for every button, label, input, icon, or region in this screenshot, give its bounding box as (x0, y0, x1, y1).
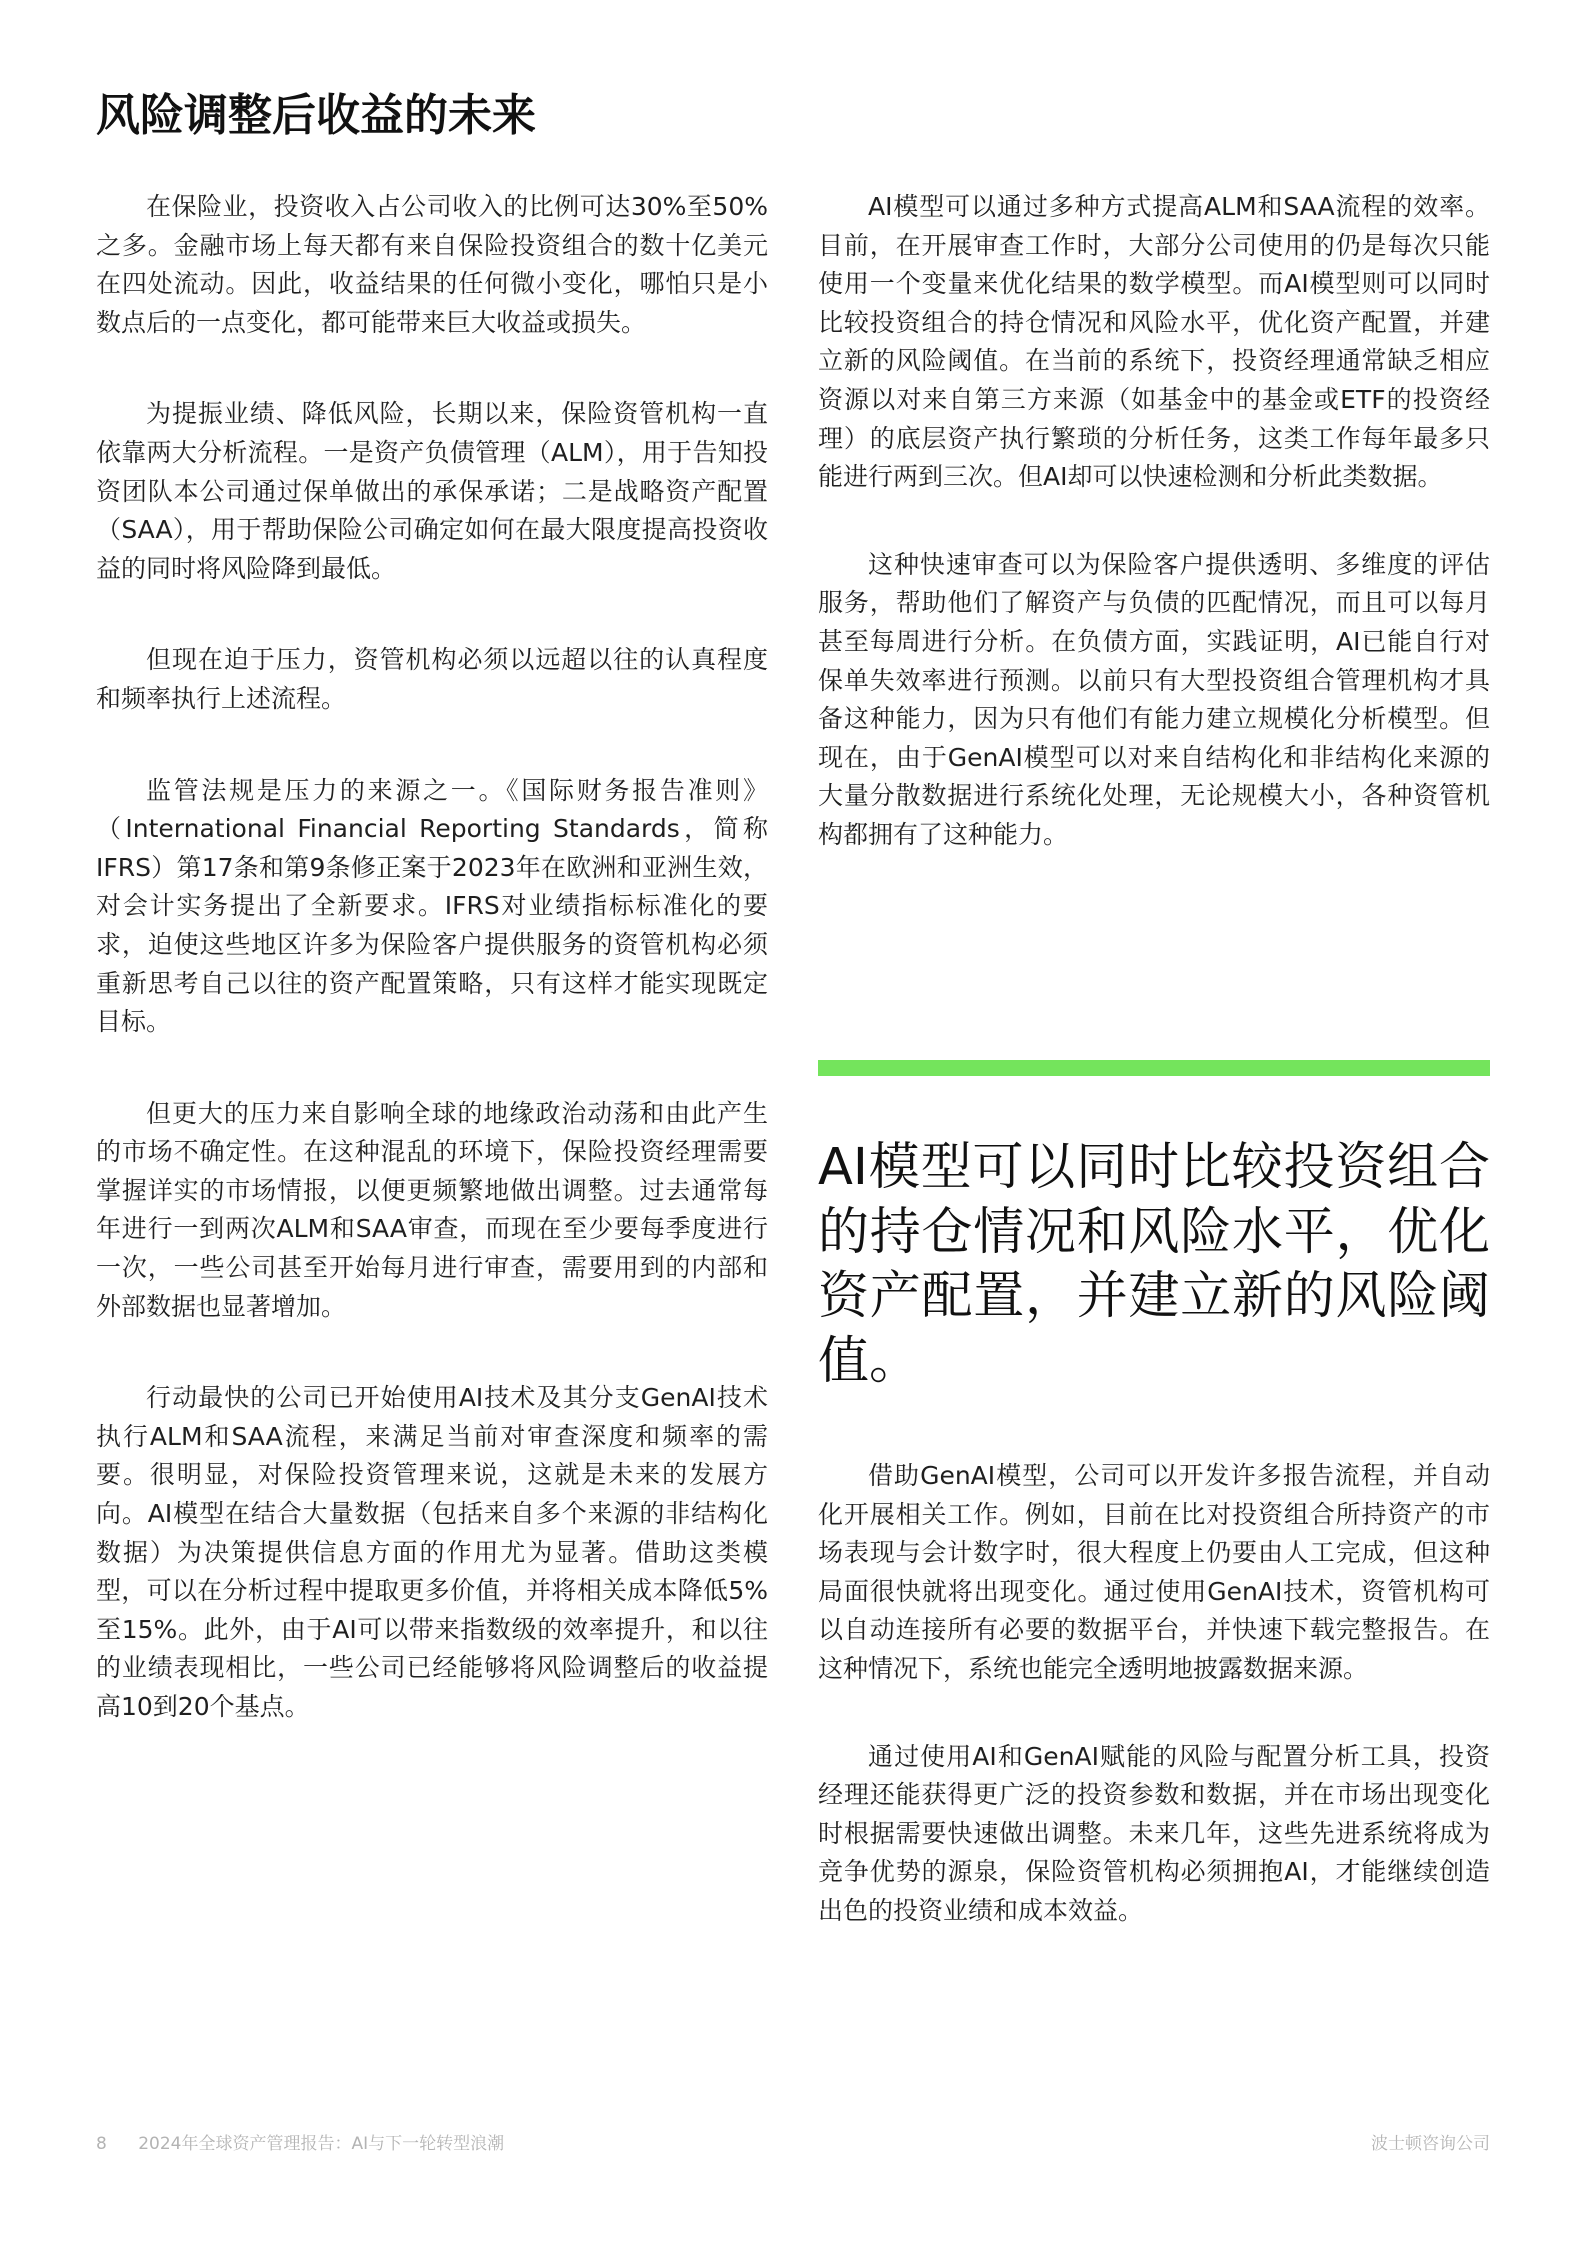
body-paragraph: 借助GenAI模型，公司可以开发许多报告流程，并自动化开展相关工作。例如，目前在比对投资组合所持资产的市场表现与会计数字时，很大程度上仍要由人工完成，但这种局面很快就将出现变化。通过使用GenAI技术，资管机构可以自动连接所有必要的数据平台，并快速下载完整报告。在这种情况下，系统也能完全透明地披露数据来源。 (818, 1461, 1490, 1683)
company-name: 波士顿咨询公司 (1371, 2134, 1490, 2154)
accent-divider (818, 1060, 1490, 1076)
body-paragraph: 但更大的压力来自影响全球的地缘政治动荡和由此产生的市场不确定性。在这种混乱的环境下，保险投资经理需要掌握详实的市场情报，以便更频繁地做出调整。过去通常每年进行一到两次ALM和SAA审查，而现在至少要每季度进行一次，一些公司甚至开始每月进行审查，需要用到的内部和外部数据也显著增加。 (96, 1098, 768, 1321)
page-number: 8 (96, 2134, 107, 2154)
pull-quote: AI模型可以同时比较投资组合的持仓情况和风险水平，优化资产配置，并建立新的风险阈值。 (818, 1138, 1490, 1391)
body-paragraph: 为提振业绩、降低风险，长期以来，保险资管机构一直依靠两大分析流程。一是资产负债管理（ALM），用于告知投资团队本公司通过保单做出的承保承诺；二是战略资产配置（SAA），用于帮助保险公司确定如何在最大限度提高投资收益的同时将风险降到最低。 (96, 399, 768, 583)
right-column-bottom (818, 1457, 1490, 1980)
footer-left (96, 2132, 504, 2156)
body-paragraph: 在保险业，投资收入占公司收入的比例可达30%至50%之多。金融市场上每天都有来自保险投资组合的数十亿美元在四处流动。因此，收益结果的任何微小变化，哪怕只是小数点后的一点变化，都可能带来巨大收益或损失。 (96, 192, 768, 337)
left-column (96, 188, 768, 1780)
body-paragraph: AI模型可以通过多种方式提高ALM和SAA流程的效率。目前，在开展审查工作时，大部分公司使用的仍是每次只能使用一个变量来优化结果的数学模型。而AI模型则可以同时比较投资组合的持仓情况和风险水平，优化资产配置，并建立新的风险阈值。在当前的系统下，投资经理通常缺乏相应资源以对来自第三方来源（如基金中的基金或ETF的投资经理）的底层资产执行繁琐的分析任务，这类工作每年最多只能进行两到三次。但AI却可以快速检测和分析此类数据。 (818, 192, 1490, 492)
right-column-top (818, 188, 1490, 904)
body-paragraph: 这种快速审查可以为保险客户提供透明、多维度的评估服务，帮助他们了解资产与负债的匹配情况，而且可以每月甚至每周进行分析。在负债方面，实践证明，AI已能自行对保单失效率进行预测。以前只有大型投资组合管理机构才具备这种能力，因为只有他们有能力建立规模化分析模型。但现在，由于GenAI模型可以对来自结构化和非结构化来源的大量分散数据进行系统化处理，无论规模大小，各种资管机构都拥有了这种能力。 (818, 549, 1490, 849)
body-paragraph: 行动最快的公司已开始使用AI技术及其分支GenAI技术执行ALM和SAA流程，来满足当前对审查深度和频率的需要。很明显，对保险投资管理来说，这就是未来的发展方向。AI模型在结合大量数据（包括来自多个来源的非结构化数据）为决策提供信息方面的作用尤为显著。借助这类模型，可以在分析过程中提取更多价值，并将相关成本降低5%至15%。此外，由于AI可以带来指数级的效率提升，和以往的业绩表现相比，一些公司已经能够将风险调整后的收益提高10到20个基点。 (96, 1383, 768, 1721)
report-title: 2024年全球资产管理报告：AI与下一轮转型浪潮 (138, 2134, 505, 2154)
body-paragraph: 但现在迫于压力，资管机构必须以远超以往的认真程度和频率执行上述流程。 (96, 645, 768, 713)
body-paragraph: 通过使用AI和GenAI赋能的风险与配置分析工具，投资经理还能获得更广泛的投资参数和数据，并在市场出现变化时根据需要快速做出调整。未来几年，这些先进系统将成为竞争优势的源泉，保险资管机构必须拥抱AI，才能继续创造出色的投资业绩和成本效益。 (818, 1741, 1490, 1925)
page-title: 风险调整后收益的未来 (96, 90, 536, 141)
body-paragraph: 监管法规是压力的来源之一。《国际财务报告准则》（International Financial Reporting Standards，简称IFRS）第17条和第9条修正案于2023年在欧洲和亚洲生效，对会计实务提出了全新要求。IFRS对业绩指标标准化的要求，迫使这些地区许多为保险客户提供服务的资管机构必须重新思考自己以往的资产配置策略，只有这样才能实现既定目标。 (96, 775, 768, 1037)
